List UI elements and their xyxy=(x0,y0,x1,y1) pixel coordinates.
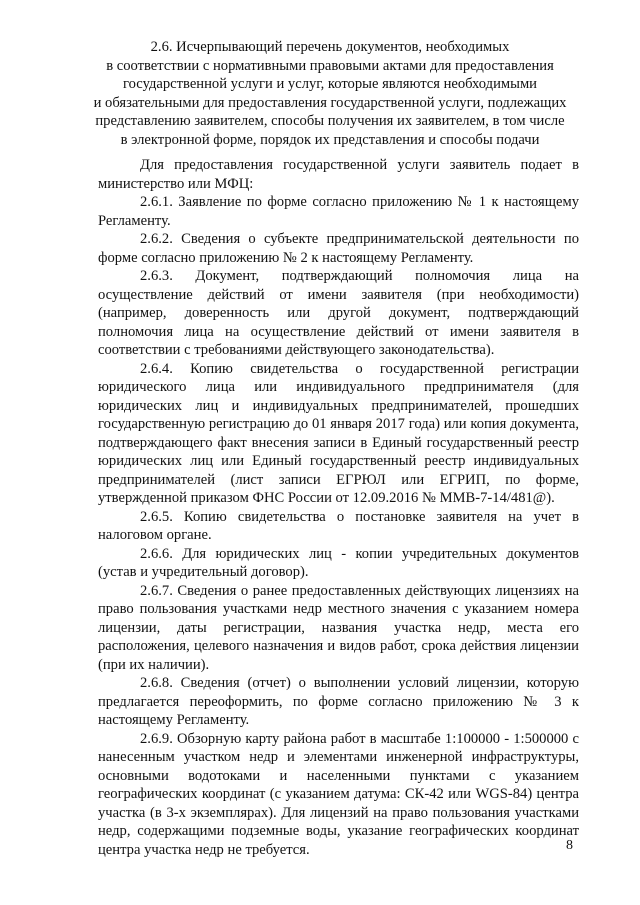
clause-2-6-6: 2.6.6. Для юридических лиц - копии учредительных документов (устав и учредительный договор). xyxy=(98,545,579,580)
heading-line: в соответствии с нормативными правовыми актами для предоставления xyxy=(106,57,554,74)
document-body xyxy=(98,156,579,859)
clause-2-6-5: 2.6.5. Копию свидетельства о постановке заявителя на учет в налоговом органе. xyxy=(98,508,579,543)
intro-paragraph: Для предоставления государственной услуги заявитель подает в министерство или МФЦ: xyxy=(98,157,579,192)
clause-2-6-8: 2.6.8. Сведения (отчет) о выполнении условий лицензии, которую предлагается переоформить, по форме согласно приложению № 3 к настоящему Регламенту. xyxy=(98,675,579,728)
clause-2-6-9: 2.6.9. Обзорную карту района работ в масштабе 1:100000 - 1:500000 с нанесенным участком недр и элементами инженерной инфраструктуры, основными водотоками и населенными пунктами с указанием географических координат (с указанием датума: СК-42 или WGS-84) центра участка (в 3-х экземплярах). Для лицензий на право пользования участками недр, содержащими подземные воды, указание географических координат центра участка недр не требуется. xyxy=(98,730,579,858)
heading-line: государственной услуги и услуг, которые являются необходимыми xyxy=(123,76,537,93)
clause-2-6-1: 2.6.1. Заявление по форме согласно приложению № 1 к настоящему Регламенту. xyxy=(98,194,579,229)
page-number: 8 xyxy=(566,838,573,853)
heading-line: представлению заявителем, способы получения их заявителем, в том числе xyxy=(95,113,565,130)
clause-2-6-7: 2.6.7. Сведения о ранее предоставленных действующих лицензиях на право пользования участками недр местного значения с указанием номера лицензии, даты регистрации, названия участка недр, места его расположения, целевого назначения и видов работ, срока действия лицензии (при их наличии). xyxy=(98,582,579,673)
clause-2-6-4: 2.6.4. Копию свидетельства о государственной регистрации юридического лица или индивидуального предпринимателя (для юридических лиц и индивидуальных предпринимателей, прошедших государственную регистрацию до 01 января 2017 года) или копия документа, подтверждающего факт внесения записи в Единый государственный реестр юридических лиц или Единый государственный реестр индивидуальных предпринимателей (лист записи ЕГРЮЛ или ЕГРИП, по форме, утвержденной приказом ФНС России от 12.09.2016 № ММВ-7-14/481@). xyxy=(98,360,579,506)
heading-line: 2.6. Исчерпывающий перечень документов, необходимых xyxy=(150,39,510,55)
clause-2-6-3: 2.6.3. Документ, подтверждающий полномочия лица на осуществление действий от имени заявителя (при необходимости) (например, доверенность или другой документ, подтверждающий полномочия лица на осуществление действий от имени заявителя в соответствии с требованиями действующего законодательства). xyxy=(98,268,579,358)
heading-line: в электронной форме, порядок их представления и способы подачи xyxy=(120,131,540,148)
section-heading xyxy=(80,38,580,150)
clause-2-6-2: 2.6.2. Сведения о субъекте предпринимательской деятельности по форме согласно приложению № 2 к настоящему Регламенту. xyxy=(98,231,579,266)
heading-line: и обязательными для предоставления государственной услуги, подлежащих xyxy=(93,94,567,111)
